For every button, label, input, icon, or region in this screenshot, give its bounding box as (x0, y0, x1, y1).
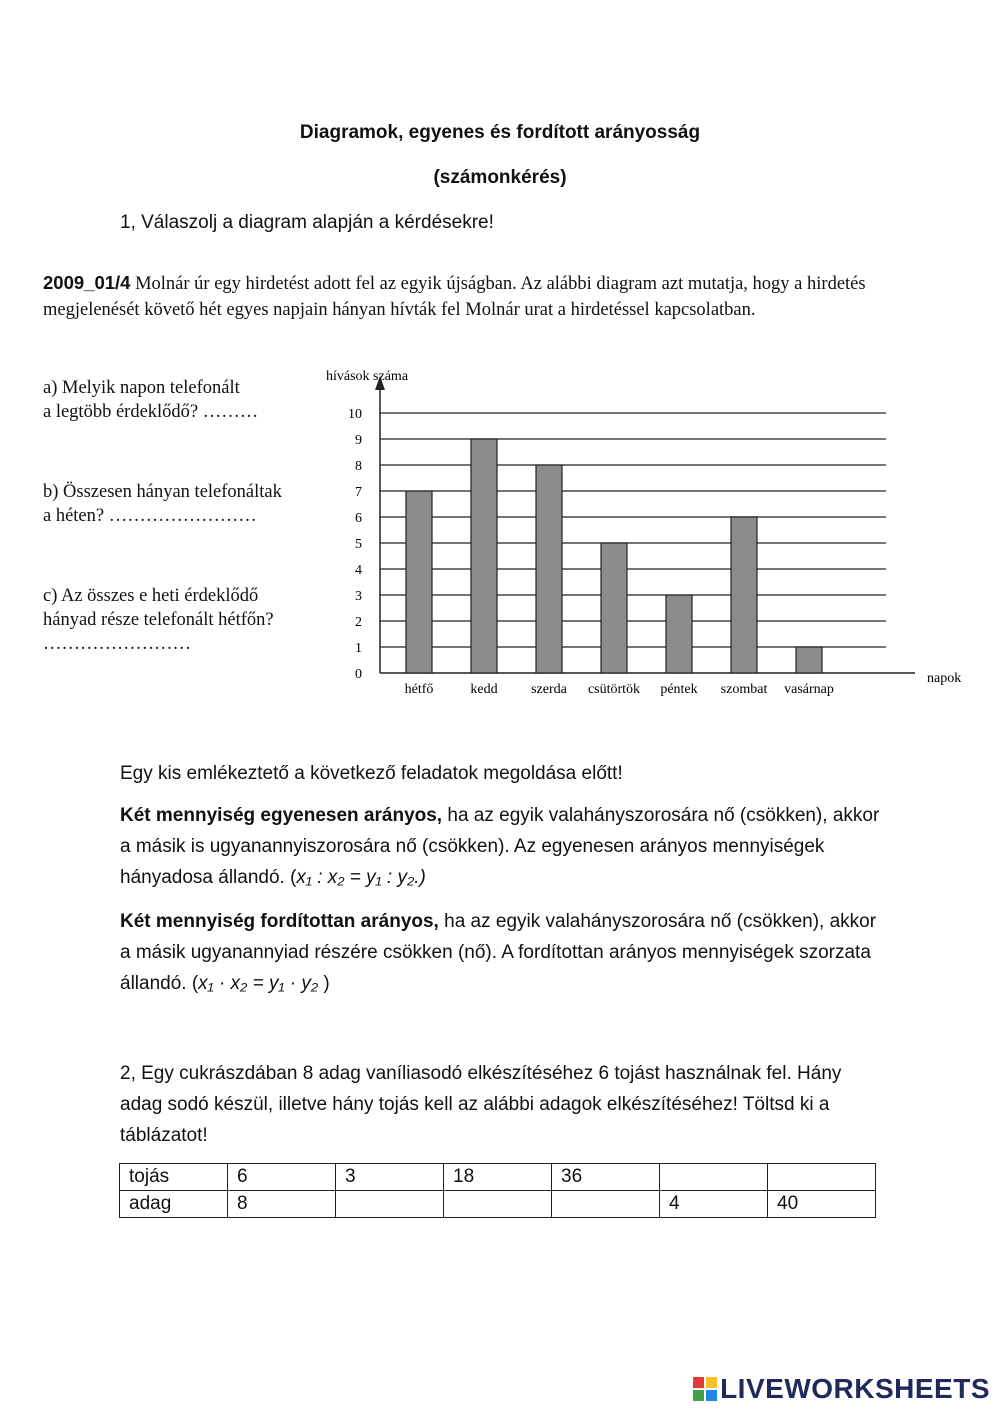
question-b-line1: b) Összesen hányan telefonáltak (43, 482, 282, 502)
answer-cell[interactable] (552, 1191, 660, 1218)
table-cell: 36 (552, 1164, 660, 1191)
direct-proportion-heading: Két mennyiség egyenesen arányos, (120, 805, 443, 826)
inverse-proportion-paragraph (120, 906, 880, 999)
x-tick-label: szombat (720, 682, 768, 697)
bar (406, 491, 432, 673)
task-intro-text: Molnár úr egy hirdetést adott fel az egyik újságban. Az alábbi diagram azt mutatja, hogy a hirdetés megjelenését követő hét egyes napjain hányan hívták fel Molnár urat a hirdetéssel kapcsolatban. (43, 274, 866, 320)
inverse-proportion-text: ha az egyik valahányszorosára nő (csökken), akkor a másik ugyanannyiad részére csökken (nő). A fordítottan arányos mennyiségek szorzata állandó. ( (120, 911, 877, 994)
table-row (120, 1191, 876, 1218)
task1-instruction: 1, Válaszolj a diagram alapján a kérdésekre! (120, 212, 494, 233)
direct-proportion-text: ha az egyik valahányszorosára nő (csökken), akkor a másik is ugyanannyiszorosára nő (csökken). Az egyenesen arányos mennyiségek hányadosa állandó. ( (120, 805, 880, 888)
inverse-proportion-formula: x₁ · x₂ = y₁ · y₂ (198, 973, 319, 994)
question-b (43, 480, 282, 528)
question-a-line2: a legtöbb érdeklődő? ……… (43, 402, 259, 422)
table-cell: 4 (660, 1191, 768, 1218)
y-tick-label: 5 (355, 537, 362, 552)
question-c-line2: hányad része telefonált hétfőn? (43, 610, 274, 630)
y-tick-label: 1 (355, 641, 362, 656)
y-tick-label: 3 (355, 589, 362, 604)
question-a-line1: a) Melyik napon telefonált (43, 378, 240, 398)
table-cell: 18 (444, 1164, 552, 1191)
x-tick-label: hétfő (404, 682, 434, 697)
y-tick-label: 7 (355, 485, 362, 500)
task1-intro (43, 270, 903, 323)
table-cell: 8 (228, 1191, 336, 1218)
x-tick-label: szerda (531, 682, 567, 697)
bar (796, 647, 822, 673)
question-c-line1: c) Az összes e heti érdeklődő (43, 586, 259, 606)
page-title: Diagramok, egyenes és fordított arányosság (299, 122, 701, 143)
question-a (43, 376, 258, 424)
answer-cell[interactable] (336, 1191, 444, 1218)
answer-cell[interactable] (660, 1164, 768, 1191)
y-tick-label: 10 (348, 407, 362, 422)
question-b-line2: a héten? …………………… (43, 506, 257, 526)
direct-proportion-formula: x₁ : x₂ = y₁ : y₂.) (296, 867, 426, 888)
table-cell: 6 (228, 1164, 336, 1191)
task2-text: 2, Egy cukrászdában 8 adag vaníliasodó elkészítéséhez 6 tojást használnak fel. Hány adag sodó készül, illetve hány tojás kell az alábbi adagok elkészítéséhez! Töltsd ki a táblázatot! (120, 1063, 842, 1146)
table-cell: 3 (336, 1164, 444, 1191)
row-label: adag (120, 1191, 228, 1218)
question-c (43, 584, 274, 656)
proportion-table (119, 1163, 876, 1218)
y-tick-label: 9 (355, 433, 362, 448)
x-tick-label: vasárnap (784, 682, 834, 697)
liveworksheets-logo[interactable] (693, 1373, 990, 1405)
inverse-proportion-close: ) (318, 973, 330, 994)
y-tick-label: 6 (355, 511, 362, 526)
reminder-lead: Egy kis emlékeztető a következő feladatok megoldása előtt! (120, 763, 623, 784)
bar (666, 595, 692, 673)
y-axis-label: hívások száma (326, 369, 409, 384)
bar (601, 543, 627, 673)
bar (731, 517, 757, 673)
question-c-line3: …………………… (43, 634, 191, 654)
bar (536, 465, 562, 673)
row-label: tojás (120, 1164, 228, 1191)
table-cell: 40 (768, 1191, 876, 1218)
answer-cell[interactable] (444, 1191, 552, 1218)
y-tick-label: 0 (355, 667, 362, 682)
x-tick-label: kedd (470, 682, 498, 697)
task-code: 2009_01/4 (43, 272, 131, 293)
direct-proportion-paragraph (120, 800, 880, 893)
page-subtitle: (számonkérés) (433, 167, 567, 188)
inverse-proportion-heading: Két mennyiség fordítottan arányos, (120, 911, 439, 932)
x-tick-label: csütörtök (587, 682, 641, 697)
table-row (120, 1164, 876, 1191)
y-tick-label: 8 (355, 459, 362, 474)
bar (471, 439, 497, 673)
x-axis-label: napok (927, 671, 962, 686)
y-tick-label: 4 (355, 563, 362, 578)
liveworksheets-logo-icon (693, 1376, 717, 1400)
answer-cell[interactable] (768, 1164, 876, 1191)
x-tick-label: péntek (660, 682, 698, 697)
bar-chart (320, 360, 980, 705)
y-tick-label: 2 (355, 615, 362, 630)
liveworksheets-logo-text: LIVEWORKSHEETS (720, 1373, 990, 1404)
